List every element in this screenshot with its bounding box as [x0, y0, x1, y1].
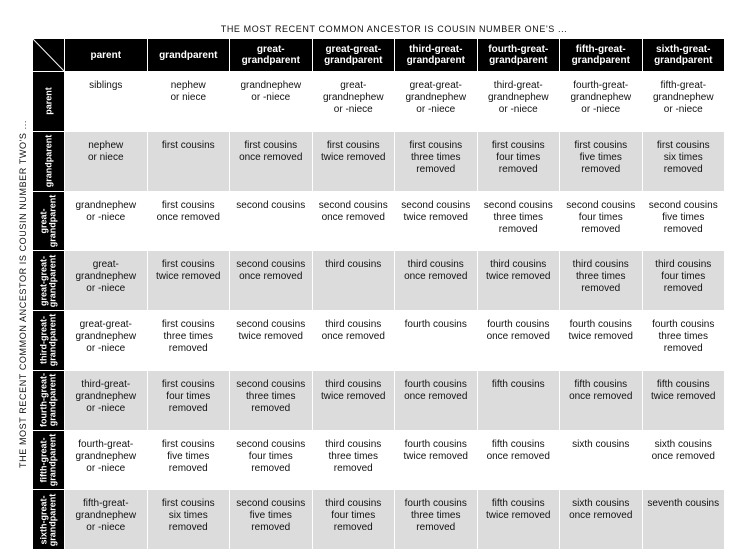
row-axis-title: THE MOST RECENT COMMON ANCESTOR IS COUSIN NUMBER TWO'S ...	[18, 120, 29, 468]
row-header	[33, 490, 65, 550]
table-row	[33, 490, 725, 550]
relationship-cell: first cousins three times removed	[147, 311, 230, 371]
row-header-label: fourth-great- grandparent	[38, 373, 58, 428]
relationship-cell: great-great- grandnephew or -niece	[395, 72, 478, 132]
relationship-cell: nephew or niece	[147, 72, 230, 132]
relationship-cell: third-great- grandnephew or -niece	[477, 72, 560, 132]
relationship-cell: grandnephew or -niece	[230, 72, 313, 132]
row-header	[33, 191, 65, 251]
relationship-cell: fourth cousins twice removed	[395, 430, 478, 490]
relationship-cell: fourth cousins twice removed	[560, 311, 643, 371]
relationship-cell: first cousins six times removed	[642, 131, 725, 191]
relationship-cell: third-great- grandnephew or -niece	[65, 370, 148, 430]
table-row	[33, 430, 725, 490]
table-row	[33, 311, 725, 371]
relationship-cell: fourth cousins	[395, 311, 478, 371]
relationship-cell: sixth cousins	[560, 430, 643, 490]
column-header-great-grandparent: great- grandparent	[230, 39, 313, 72]
relationship-cell: grandnephew or -niece	[65, 191, 148, 251]
row-header-label: sixth-great- grandparent	[38, 493, 58, 546]
relationship-cell: fifth cousins once removed	[477, 430, 560, 490]
relationship-cell: fourth cousins once removed	[477, 311, 560, 371]
table-row	[33, 191, 725, 251]
relationship-cell: great-great- grandnephew or -niece	[65, 311, 148, 371]
column-header-great-great-grandparent: great-great- grandparent	[312, 39, 395, 72]
relationship-cell: great- grandnephew or -niece	[312, 72, 395, 132]
relationship-cell: siblings	[65, 72, 148, 132]
relationship-cell: fifth cousins	[477, 370, 560, 430]
relationship-cell: first cousins four times removed	[477, 131, 560, 191]
row-header	[33, 311, 65, 371]
row-header	[33, 72, 65, 132]
column-header-fourth-great-grandparent: fourth-great- grandparent	[477, 39, 560, 72]
column-header-parent: parent	[65, 39, 148, 72]
cousin-relationship-table	[32, 38, 725, 550]
column-header-sixth-great-grandparent: sixth-great- grandparent	[642, 39, 725, 72]
relationship-cell: first cousins once removed	[230, 131, 313, 191]
relationship-cell: fourth cousins once removed	[395, 370, 478, 430]
relationship-cell: first cousins four times removed	[147, 370, 230, 430]
relationship-cell: first cousins five times removed	[147, 430, 230, 490]
table-row	[33, 72, 725, 132]
relationship-cell: first cousins six times removed	[147, 490, 230, 550]
relationship-cell: first cousins three times removed	[395, 131, 478, 191]
relationship-cell: first cousins five times removed	[560, 131, 643, 191]
relationship-cell: fourth-great- grandnephew or -niece	[65, 430, 148, 490]
relationship-cell: second cousins once removed	[312, 191, 395, 251]
relationship-cell: seventh cousins	[642, 490, 725, 550]
relationship-cell: first cousins	[147, 131, 230, 191]
relationship-cell: sixth cousins once removed	[642, 430, 725, 490]
row-header-label: fifth-great- grandparent	[38, 433, 58, 487]
row-header	[33, 131, 65, 191]
corner-diagonal-line	[33, 39, 64, 71]
relationship-cell: second cousins four times removed	[230, 430, 313, 490]
relationship-cell: second cousins four times removed	[560, 191, 643, 251]
relationship-cell: first cousins twice removed	[312, 131, 395, 191]
relationship-cell: fourth cousins three times removed	[642, 311, 725, 371]
relationship-cell: great- grandnephew or -niece	[65, 251, 148, 311]
table-row	[33, 370, 725, 430]
table-body	[33, 72, 725, 550]
relationship-cell: second cousins three times removed	[230, 370, 313, 430]
relationship-cell: fifth-great- grandnephew or -niece	[642, 72, 725, 132]
relationship-cell: third cousins twice removed	[312, 370, 395, 430]
relationship-cell: third cousins three times removed	[560, 251, 643, 311]
relationship-cell: third cousins four times removed	[312, 490, 395, 550]
relationship-cell: fifth cousins twice removed	[477, 490, 560, 550]
relationship-cell: third cousins four times removed	[642, 251, 725, 311]
relationship-cell: third cousins twice removed	[477, 251, 560, 311]
relationship-cell: first cousins once removed	[147, 191, 230, 251]
row-header-label: third-great- grandparent	[38, 314, 58, 367]
corner-cell	[33, 39, 65, 72]
relationship-cell: second cousins once removed	[230, 251, 313, 311]
relationship-cell: third cousins once removed	[395, 251, 478, 311]
relationship-cell: third cousins three times removed	[312, 430, 395, 490]
relationship-cell: fifth cousins twice removed	[642, 370, 725, 430]
relationship-cell: nephew or niece	[65, 131, 148, 191]
column-header-fifth-great-grandparent: fifth-great- grandparent	[560, 39, 643, 72]
relationship-cell: second cousins five times removed	[230, 490, 313, 550]
header-row	[33, 39, 725, 72]
row-axis-title-wrapper	[14, 38, 32, 550]
column-header-grandparent: grandparent	[147, 39, 230, 72]
row-header-label: parent	[42, 87, 53, 116]
row-header	[33, 430, 65, 490]
relationship-cell: fourth cousins three times removed	[395, 490, 478, 550]
row-header	[33, 251, 65, 311]
relationship-cell: third cousins once removed	[312, 311, 395, 371]
relationship-cell: first cousins twice removed	[147, 251, 230, 311]
relationship-cell: fourth-great- grandnephew or -niece	[560, 72, 643, 132]
relationship-cell: second cousins twice removed	[395, 191, 478, 251]
relationship-cell: fifth-great- grandnephew or -niece	[65, 490, 148, 550]
row-header-label: great- grandparent	[38, 194, 58, 248]
relationship-cell: sixth cousins once removed	[560, 490, 643, 550]
relationship-cell: fifth cousins once removed	[560, 370, 643, 430]
column-axis-title: THE MOST RECENT COMMON ANCESTOR IS COUSIN NUMBER ONE'S ...	[220, 24, 568, 34]
column-header-third-great-grandparent: third-great- grandparent	[395, 39, 478, 72]
relationship-cell: second cousins five times removed	[642, 191, 725, 251]
row-header	[33, 370, 65, 430]
row-header-label: great-great- grandparent	[38, 254, 58, 307]
relationship-cell: second cousins	[230, 191, 313, 251]
row-header-label: grandparent	[42, 134, 53, 188]
relationship-cell: second cousins three times removed	[477, 191, 560, 251]
table-row	[33, 131, 725, 191]
table-row	[33, 251, 725, 311]
relationship-cell: second cousins twice removed	[230, 311, 313, 371]
relationship-cell: third cousins	[312, 251, 395, 311]
